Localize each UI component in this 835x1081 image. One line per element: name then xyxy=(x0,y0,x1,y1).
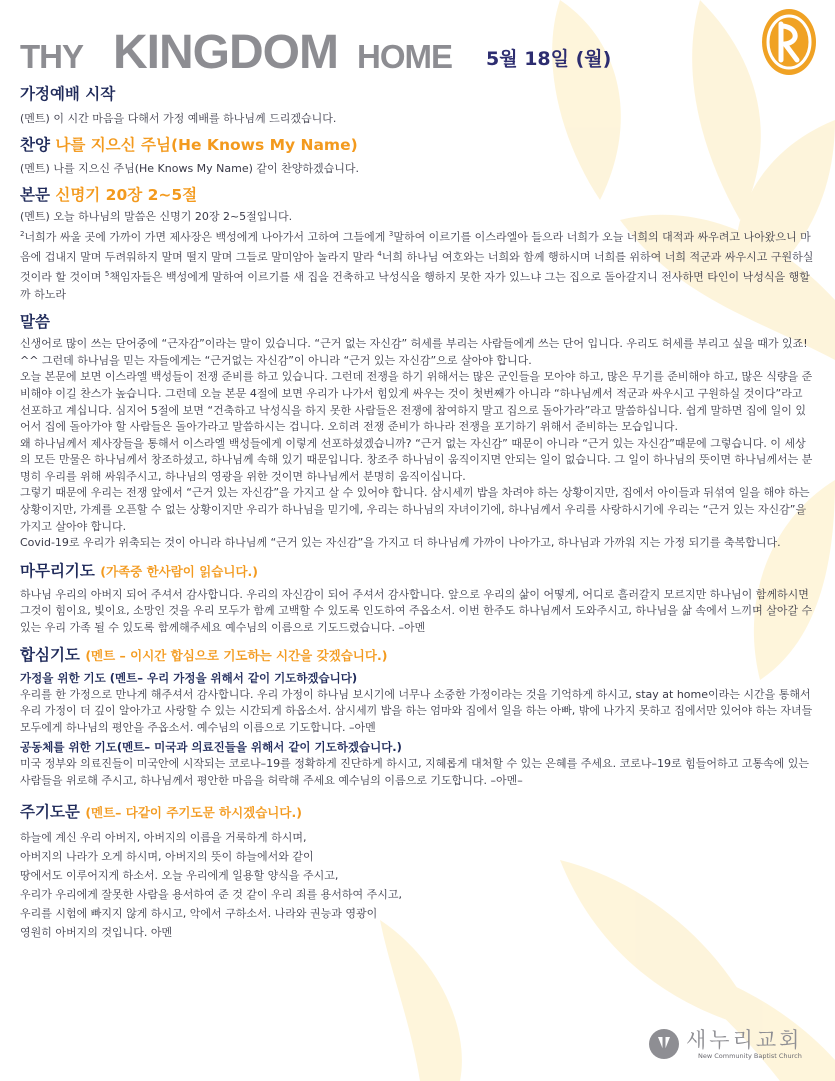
sermon-paragraph: Covid-19로 우리가 위축되는 것이 아니라 하나님께 “근거 있는 자신감”을 가지고 더 하나님께 가까이 나아가고, 하나님과 가까워 지는 가정 되기를 축복합니다. xyxy=(20,536,781,550)
section-joint-prayer xyxy=(20,645,815,790)
section-closing-prayer xyxy=(20,561,815,637)
verse-text: 너희 하나님 여호와는 너희와 함께 행하시며 너희를 위하여 너희 적군과 싸우시고 구원하실 것이라 할 것이며 xyxy=(20,250,814,284)
section-title xyxy=(20,135,815,155)
church-logo xyxy=(648,1028,823,1062)
section-title-main: 찬양 xyxy=(20,135,50,154)
section-title: 말씀 xyxy=(20,313,50,332)
prayer-line: 아버지의 나라가 오게 하시며, 아버지의 뜻이 하늘에서와 같이 xyxy=(20,849,314,863)
verse-text: 너희가 싸울 곳에 가까이 가면 제사장은 백성에게 나아가서 고하여 그들에게 xyxy=(24,230,389,244)
sermon-paragraph: 오늘 본문에 보면 이스라엘 백성들이 전쟁 준비를 하고 있습니다. 그런데 전쟁을 하기 위해서는 많은 군인들을 모아야 하고, 많은 무기를 준비해야 하고, 많은 식량을 준비해야 이길 찬스가 높습니다. 그런데 오늘 본문 4절에 보면 우리가 나가서 힘있게 싸우는 것이 첫번째가 아니라 “하나님께서 적군과 싸우시고 구원하실 것이다”라고 선포하고 계십니다. 심지어 5절에 보면 “건축하고 낙성식을 하지 못한 사람들은 전쟁에 참여하지 말고 집으로 돌아가라”라고 말씀하십니다. 쉽게 말하면 집에 일이 있어서 집에 돌아가야 할 사람들은 돌아가라고 말씀하시는 겁니다. 오히려 전쟁 준비가 하나라 전쟁을 포기하기 위해서 준비하는 모습입니다. xyxy=(20,370,813,434)
verse-number: 2 xyxy=(20,229,25,238)
verse-text: 책임자들은 백성에게 말하여 이르기를 새 집을 건축하고 낙성식을 행하지 못한 자가 있느냐 그는 집으로 돌아갈지니 전사하면 타인이 낙성식을 행할까 하노라 xyxy=(20,270,810,301)
prayer-line: 영원히 아버지의 것입니다. 아멘 xyxy=(20,925,173,939)
section-sermon xyxy=(20,312,815,552)
section-title-sub: 나를 지으신 주님(He Knows My Name) xyxy=(55,135,358,154)
section-title-main: 마무리기도 xyxy=(20,561,95,580)
section-title-sub: (가족중 한사람이 읽습니다.) xyxy=(100,563,258,579)
brand-thy: THY xyxy=(20,38,83,75)
church-name-korean: 새누리교회 xyxy=(686,1028,803,1052)
section-title-sub: (멘트 – 이시간 합심으로 기도하는 시간을 갖겠습니다.) xyxy=(85,647,388,663)
date-label: 5월 18일 (월) xyxy=(486,48,612,70)
prayer-line: 땅에서도 이루어지게 하소서. 오늘 우리에게 일용할 양식을 주시고, xyxy=(20,868,339,882)
community-prayer-text: 미국 정부와 의료진들이 미국안에 시작되는 코로나–19를 정확하게 진단하게 하시고, 지혜롭게 대처할 수 있는 은혜를 주세요. 코로나–19로 힘들어하고 고통속에 있는 사람들을 위로해 주시고, 하나님께서 평안한 마음을 허락해 주세요 예수님의 이름으로 기도합니다. –아멘– xyxy=(20,757,809,787)
verse-text: 말하여 이르기를 이스라엘아 들으라 너희가 오늘 너희의 대적과 싸우려고 나아왔으니 마음에 겁내지 말며 두려워하지 말며 떨지 말며 그들로 말미암아 놀라지 말라 xyxy=(20,230,811,264)
prayer-line: 우리가 우리에게 잘못한 사람을 용서하여 준 것 같이 우리 죄를 용서하여 주시고, xyxy=(20,887,402,901)
church-mark-icon xyxy=(648,1028,680,1060)
verse-number: 5 xyxy=(104,270,110,279)
section-scripture xyxy=(20,185,815,303)
section-title xyxy=(20,802,815,823)
prayer-line: 하늘에 계신 우리 아버지, 아버지의 이름을 거룩하게 하시며, xyxy=(20,830,307,844)
section-text: (멘트) 이 시간 마음을 다해서 가정 예배를 하나님께 드리겠습니다. xyxy=(20,112,337,125)
section-lords-prayer xyxy=(20,802,815,942)
church-name-english: New Community Baptist Church xyxy=(698,1052,802,1060)
scripture-intro: (멘트) 오늘 하나님의 말씀은 신명기 20장 2~5절입니다. xyxy=(20,210,293,224)
section-title: 가정예배 시작 xyxy=(20,85,116,103)
section-title xyxy=(20,561,815,582)
section-worship-start xyxy=(20,84,815,128)
sermon-paragraph: 신생어로 많이 쓰는 단어중에 “근자감”이라는 말이 있습니다. “근거 없는 자신감” 허세를 부리는 사람들에게 쓰는 단어 입니다. 우리도 허세를 부리고 싶을 때가 있죠! ^^ 그런데 하나님을 믿는 자들에게는 “근거없는 자신감”이 아니라 “근거 있는 자신감”으로 살아야 합니다. xyxy=(20,337,808,367)
verse-number: 4 xyxy=(377,250,382,259)
section-text: 하나님 우리의 아버지 되어 주셔서 감사합니다. 우리의 자신감이 되어 주셔서 감사합니다. 앞으로 우리의 삶이 어떻게, 어디로 흘러갈지 모르지만 하나님이 함께하시면 그것이 힘이요, 빛이요, 소망인 것을 우리 모두가 함께 고백할 수 있도록 인도하여 주옵소서. 이번 한주도 하나님께서 도와주시고, 하나님을 삶 속에서 느끼며 살아갈 수 있는 우리 가족 될 수 있도록 함께해주세요 예수님의 이름으로 기도드렸습니다. –아멘 xyxy=(20,587,813,635)
community-prayer-title: 공동체를 위한 기도(멘트– 미국과 의료진들을 위해서 같이 기도하겠습니다.) xyxy=(20,740,402,755)
brand-kingdom: KINGDOM xyxy=(113,26,338,79)
header xyxy=(20,0,815,78)
section-title xyxy=(20,185,815,205)
section-title-main: 주기도문 xyxy=(20,802,80,821)
sermon-paragraph: 왜 하나님께서 제사장들을 통해서 이스라엘 백성들에게 이렇게 선포하셨겠습니까? “근거 없는 자신감” 때문이 아니라 “근거 있는 자신감”때문에 그렇습니다. 이 세상의 모든 만물은 하나님께서 창조하셨고, 하나님께 속해 있기 때문입니다. 창조주 하나님이 움직이지면 안되는 일이 없습니다. 그 일이 하나님의 뜻이면 하나님께서는 분명히 우리를 위해 싸워주시고, 하나님의 영광을 위한 것이면 하나님께서 분명히 움직이십니다. xyxy=(20,436,813,483)
prayer-line: 우리를 시험에 빠지지 않게 하시고, 악에서 구하소서. 나라와 권능과 영광이 xyxy=(20,906,378,920)
section-title-main: 합심기도 xyxy=(20,645,80,664)
section-praise xyxy=(20,135,815,178)
thy-kingdom-logo-icon xyxy=(749,4,819,86)
section-title-sub: 신명기 20장 2~5절 xyxy=(55,186,198,205)
sermon-paragraph: 그렇기 때문에 우리는 전쟁 앞에서 “근거 있는 자신감”을 가지고 살 수 있어야 합니다. 삼시세끼 밥을 차려야 하는 상황이지만, 집에서 아이들과 뒤섞여 일을 해야 하는 상황이지만, 가계를 오픈할 수 없는 상황이지만 우리가 하나님을 믿기에, 우리는 하나님의 자녀이기에, 하나님께서 우리를 사랑하시기에 우리는 “근거 있는 자신감”을 가지고 살아야 합니다. xyxy=(20,486,810,533)
family-prayer-title: 가정을 위한 기도 (멘트– 우리 가정을 위해서 같이 기도하겠습니다) xyxy=(20,670,358,685)
family-prayer-text: 우리를 한 가정으로 만나게 해주셔서 감사합니다. 우리 가정이 하나님 보시기에 너무나 소중한 가정이라는 것을 기억하게 하시고, stay at home이라는 시간을 통해서 우리 가정이 더 깊이 알아가고 사랑할 수 있는 시간되게 하옵소서. 삼시세끼 밥을 하는 엄마와 집에서 일을 하는 아빠, 밖에 나가지 못하고 집에서만 있어야 하는 자녀들 모두에게 하나님의 평안을 주옵소서. 예수님의 이름으로 기도합니다. –아멘 xyxy=(20,687,813,734)
section-text: (멘트) 나를 지으신 주님(He Knows My Name) 같이 찬양하겠습니다. xyxy=(20,161,360,175)
section-title-sub: (멘트– 다같이 주기도문 하시겠습니다.) xyxy=(85,804,302,820)
section-title-main: 본문 xyxy=(20,186,50,205)
scripture-verses xyxy=(20,226,815,303)
brand-home: HOME xyxy=(357,38,452,75)
verse-number: 3 xyxy=(388,229,394,238)
section-title xyxy=(20,645,815,666)
